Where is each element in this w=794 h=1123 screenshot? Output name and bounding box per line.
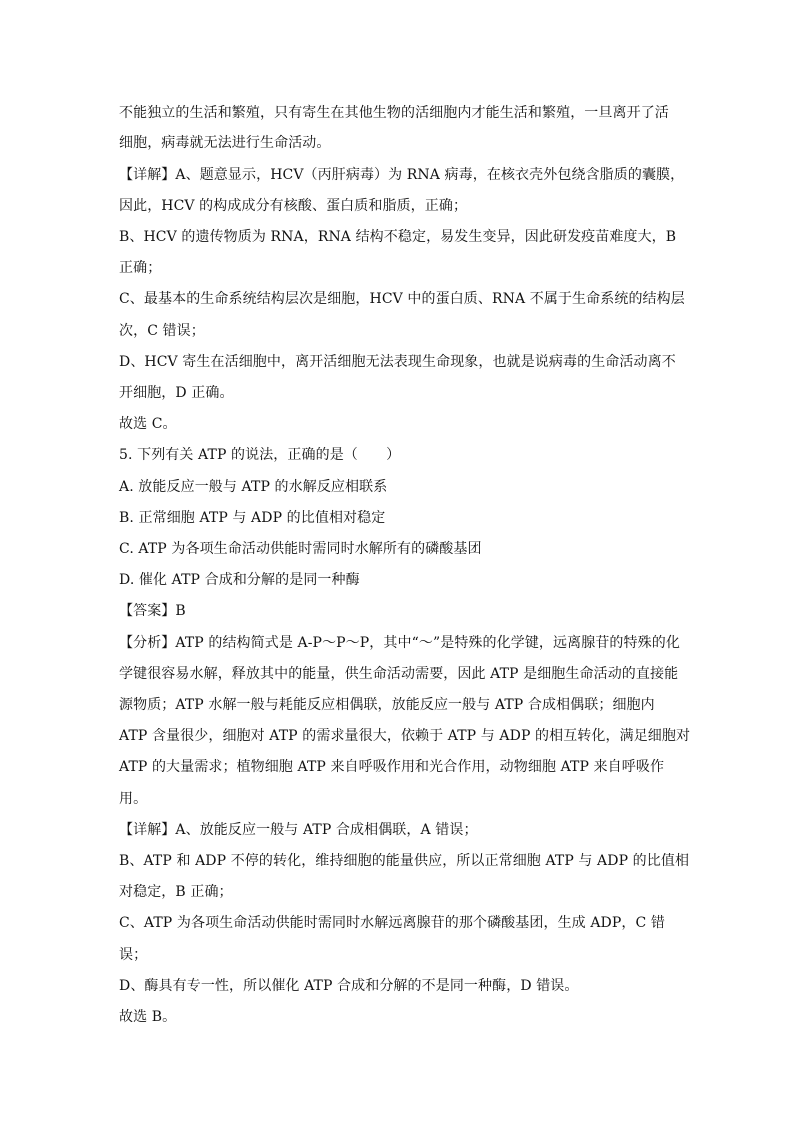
question-title: 5. 下列有关 ATP 的说法，正确的是（ ） bbox=[119, 447, 401, 463]
text-line: D、HCV 寄生在活细胞中，离开活细胞无法表现生命现象，也就是说病毒的生命活动离不 bbox=[119, 354, 676, 370]
text-line: 学键很容易水解，释放其中的能量，供生命活动需要，因此 ATP 是细胞生命活动的直接能 bbox=[119, 666, 679, 682]
text-line: 【分析】ATP 的结构简式是 A-P～P～P，其中“～”是特殊的化学键，远离腺苷的特殊的化 bbox=[119, 635, 680, 651]
text-line: ATP 的大量需求；植物细胞 ATP 来自呼吸作用和光合作用，动物细胞 ATP 来自呼吸作 bbox=[119, 759, 665, 775]
text-line: 因此，HCV 的构成成分有核酸、蛋白质和脂质，正确； bbox=[119, 198, 468, 214]
text-line: 对稳定，B 正确； bbox=[119, 884, 233, 900]
text-line: ATP 含量很少，细胞对 ATP 的需求量很大，依赖于 ATP 与 ADP 的相互转化，满足细胞对 bbox=[119, 728, 691, 744]
text-line: 故选 C。 bbox=[119, 416, 177, 432]
option-b: B. 正常细胞 ATP 与 ADP 的比值相对稳定 bbox=[119, 510, 386, 526]
text-line: C、最基本的生命系统结构层次是细胞，HCV 中的蛋白质、RNA 不属于生命系统的结构层 bbox=[119, 291, 685, 307]
option-a: A. 放能反应一般与 ATP 的水解反应相联系 bbox=[119, 479, 388, 495]
text-line: 开细胞，D 正确。 bbox=[119, 385, 234, 401]
text-line: 用。 bbox=[119, 791, 148, 807]
text-line: 【详解】A、放能反应一般与 ATP 合成相偶联，A 错误； bbox=[119, 822, 478, 838]
text-line: B、ATP 和 ADP 不停的转化，维持细胞的能量供应，所以正常细胞 ATP 与 ADP 的比值相 bbox=[119, 853, 690, 869]
text-line: D、酶具有专一性，所以催化 ATP 合成和分解的不是同一种酶，D 错误。 bbox=[119, 978, 579, 994]
text-line: 次，C 错误； bbox=[119, 323, 205, 339]
text-line: B、HCV 的遗传物质为 RNA，RNA 结构不稳定，易发生变异，因此研发疫苗难度大，B bbox=[119, 229, 677, 245]
option-c: C. ATP 为各项生命活动供能时需同时水解所有的磷酸基团 bbox=[119, 541, 482, 557]
text-line: C、ATP 为各项生命活动供能时需同时水解远离腺苷的那个磷酸基团，生成 ADP，C 错 bbox=[119, 915, 665, 931]
text-line: 源物质；ATP 水解一般与耗能反应相偶联，放能反应一般与 ATP 合成相偶联；细胞内 bbox=[119, 697, 655, 713]
text-line: 正确； bbox=[119, 260, 162, 276]
text-line: 细胞，病毒就无法进行生命活动。 bbox=[119, 135, 331, 151]
answer-line: 【答案】B bbox=[119, 603, 186, 619]
text-line: 误； bbox=[119, 947, 148, 963]
text-line: 故选 B。 bbox=[119, 1009, 177, 1025]
text-line: 【详解】A、题意显示，HCV（丙肝病毒）为 RNA 病毒，在核衣壳外包绕含脂质的囊膜， bbox=[119, 167, 685, 183]
text-line: 不能独立的生活和繁殖，只有寄生在其他生物的活细胞内才能生活和繁殖，一旦离开了活 bbox=[119, 105, 669, 121]
option-d: D. 催化 ATP 合成和分解的是同一种酶 bbox=[119, 572, 360, 588]
